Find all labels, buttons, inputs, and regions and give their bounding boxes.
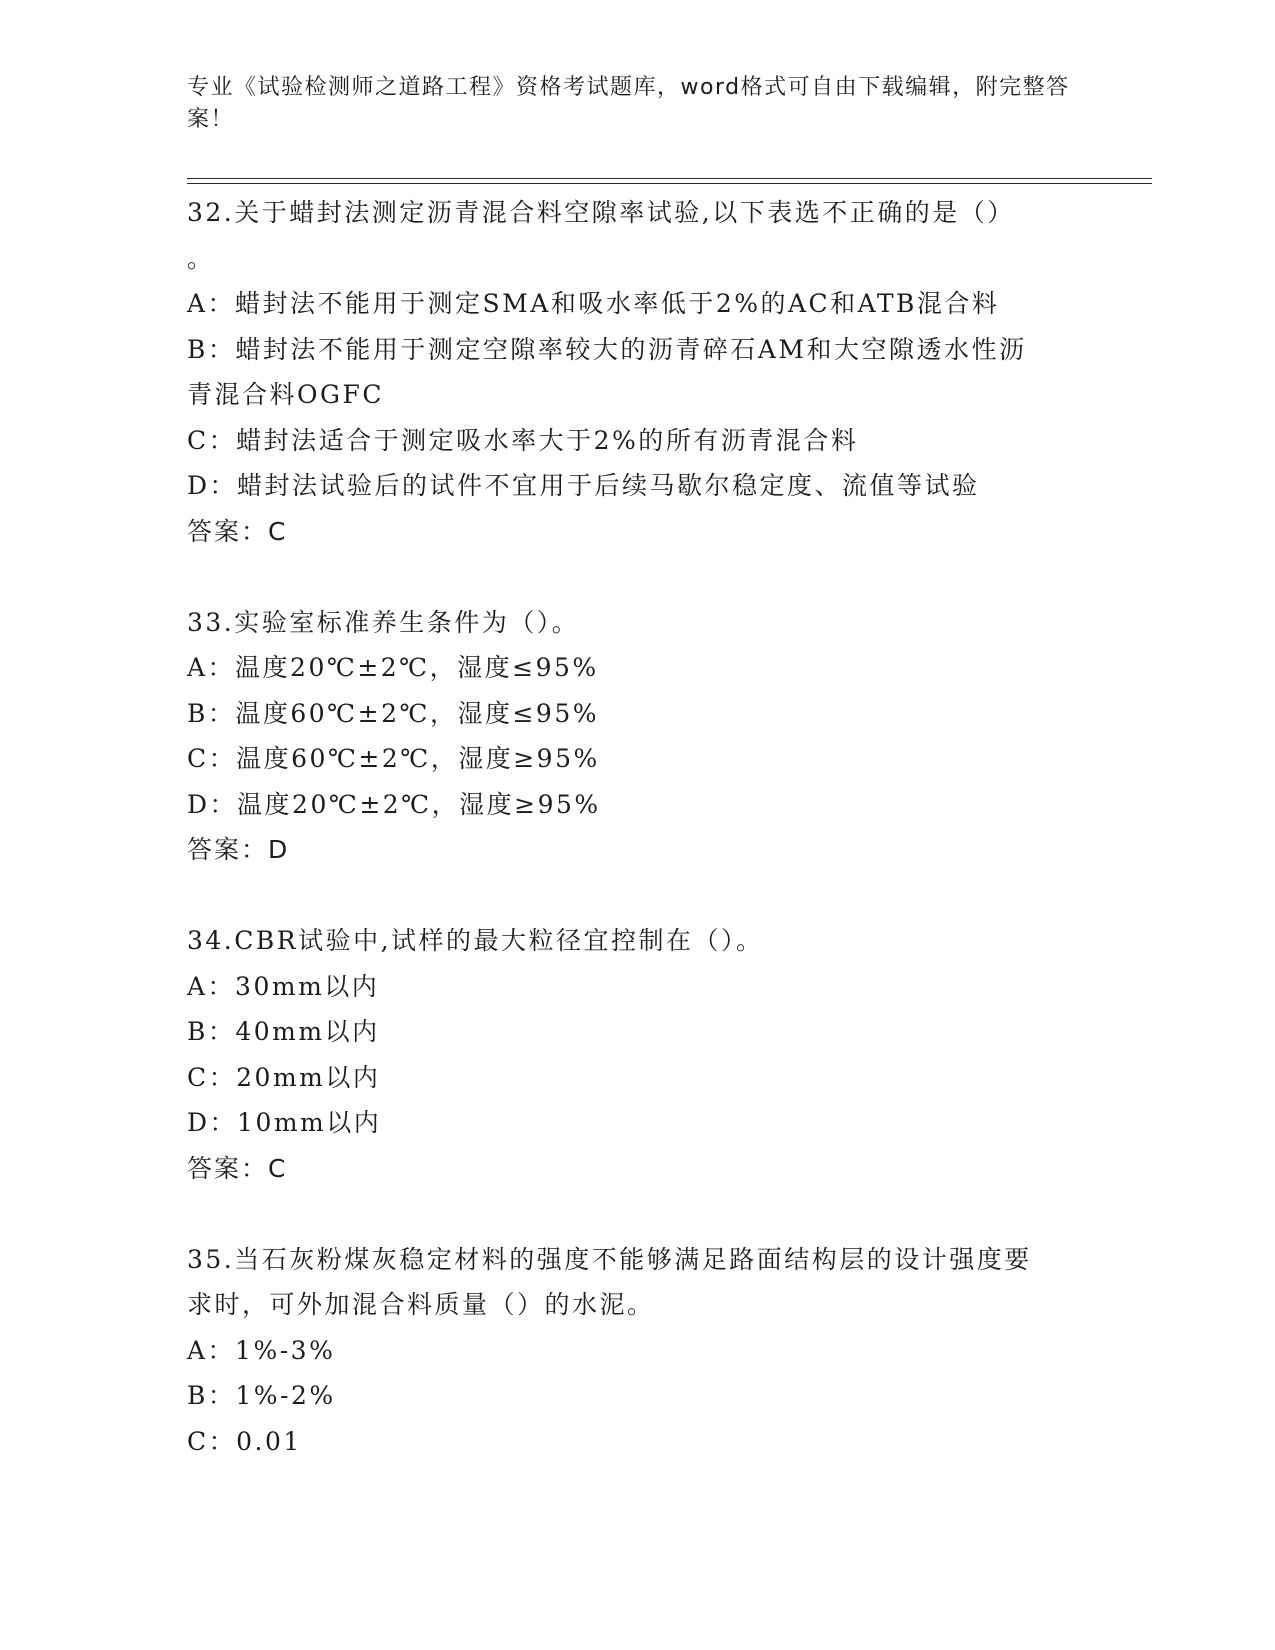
header-divider-bottom bbox=[187, 183, 1152, 184]
answer-label: 答案：C bbox=[187, 1153, 288, 1183]
question-33 bbox=[187, 600, 1087, 873]
question-stem: 34.CBR试验中,试样的最大粒径宜控制在（）。 bbox=[187, 926, 764, 955]
option-c: C：20mm以内 bbox=[187, 1062, 381, 1092]
question-35 bbox=[187, 1237, 1087, 1465]
question-stem-continued: 。 bbox=[187, 243, 215, 273]
option-c: C：温度60℃±2℃，湿度≥95% bbox=[187, 744, 600, 773]
document-header: 专业《试验检测师之道路工程》资格考试题库，word格式可自由下载编辑，附完整答案！ bbox=[187, 75, 1070, 132]
question-stem: 35.当石灰粉煤灰稳定材料的强度不能够满足路面结构层的设计强度要 bbox=[187, 1244, 1032, 1274]
option-d: D：10mm以内 bbox=[187, 1108, 382, 1137]
question-34 bbox=[187, 918, 1087, 1191]
spacer bbox=[187, 1191, 1087, 1237]
option-a: A：温度20℃±2℃，湿度≤95% bbox=[187, 653, 599, 682]
option-c: C：0.01 bbox=[187, 1426, 302, 1456]
spacer bbox=[187, 873, 1087, 919]
option-b: B：40mm以内 bbox=[187, 1017, 380, 1046]
question-list bbox=[187, 190, 1087, 1464]
option-a: A：1%-3% bbox=[187, 1335, 336, 1365]
option-b-continued: 青混合料OGFC bbox=[187, 380, 384, 409]
question-stem-continued: 求时，可外加混合料质量（）的水泥。 bbox=[187, 1290, 655, 1319]
answer-label: 答案：D bbox=[187, 835, 290, 864]
option-b: B：温度60℃±2℃，湿度≤95% bbox=[187, 698, 599, 728]
option-b: B：1%-2% bbox=[187, 1381, 336, 1410]
question-stem: 33.实验室标准养生条件为（）。 bbox=[187, 607, 580, 637]
option-a: A：30mm以内 bbox=[187, 971, 380, 1001]
spacer bbox=[187, 554, 1087, 600]
option-d: D：蜡封法试验后的试件不宜用于后续马歇尔稳定度、流值等试验 bbox=[187, 471, 980, 500]
answer-label: 答案：C bbox=[187, 516, 288, 546]
option-c: C：蜡封法适合于测定吸水率大于2%的所有沥青混合料 bbox=[187, 425, 859, 455]
option-d: D：温度20℃±2℃，湿度≥95% bbox=[187, 789, 601, 819]
header-divider-top bbox=[187, 178, 1152, 179]
question-stem: 32.关于蜡封法测定沥青混合料空隙率试验,以下表选不正确的是（） bbox=[187, 198, 1015, 227]
question-32 bbox=[187, 190, 1087, 554]
option-b: B：蜡封法不能用于测定空隙率较大的沥青碎石AM和大空隙透水性沥 bbox=[187, 334, 1027, 364]
option-a: A：蜡封法不能用于测定SMA和吸水率低于2%的AC和ATB混合料 bbox=[187, 289, 1000, 318]
